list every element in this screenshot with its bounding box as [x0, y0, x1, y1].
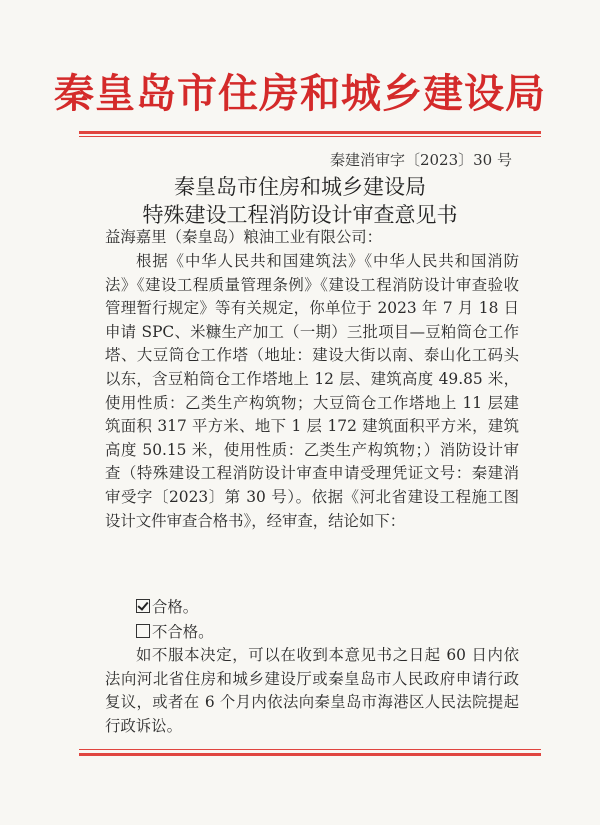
document-title-line1: 秦皇岛市住房和城乡建设局 — [174, 175, 426, 199]
option-pass-label: 合格。 — [152, 598, 199, 616]
document-title-line2: 特殊建设工程消防设计审查意见书 — [142, 203, 458, 227]
unchecked-checkbox-icon — [136, 624, 150, 638]
footer-rule-thick — [79, 753, 541, 756]
checked-checkbox-icon — [136, 599, 150, 613]
letterhead-rule-thick — [79, 131, 541, 134]
letterhead-rule-thin — [79, 136, 541, 137]
body-paragraph: 根据《中华人民共和国建筑法》《中华人民共和国消防法》《建设工程质量管理条例》《建设工程消防设计审查验收管理暂行规定》等有关规定，你单位于 2023 年 7 月 18 日申请 SPC、米糠生产加工（一期）三批项目—豆粕筒仓工作塔、大豆筒仓工作塔（地址：建设大街以南、泰山化工码头以东，含豆粕筒仓工作塔地上 12 层、建筑高度 49.85 米，使用性质：乙类生产构筑物；大豆筒仓工作塔地上 11 层建筑面积 317 平方米、地下 1 层 172 建筑面积平方米，建筑高度 50.15 米，使用性质：乙类生产构筑物；）消防设计审查（特殊建设工程消防设计审查申请受理凭证文号：秦建消审受字〔2023〕第 30 号）。依据《河北省建设工程施工图设计文件审查合格书》，经审查，结论如下： — [105, 252, 519, 530]
option-fail — [136, 620, 214, 644]
footer-rule-thin — [79, 749, 541, 750]
appeal-paragraph: 如不服本决定，可以在收到本意见书之日起 60 日内依法向河北省住房和城乡建设厅或秦皇岛市人民政府申请行政复议，或者在 6 个月内依法向秦皇岛市海港区人民法院提起行政诉讼。 — [105, 646, 519, 735]
option-pass — [136, 595, 198, 619]
addressee: 益海嘉里（秦皇岛）粮油工业有限公司： — [105, 228, 383, 246]
document-number: 秦建消审字〔2023〕30 号 — [329, 151, 512, 169]
option-fail-label: 不合格。 — [152, 623, 214, 641]
letterhead-org-name: 秦皇岛市住房和城乡建设局 — [54, 71, 546, 117]
